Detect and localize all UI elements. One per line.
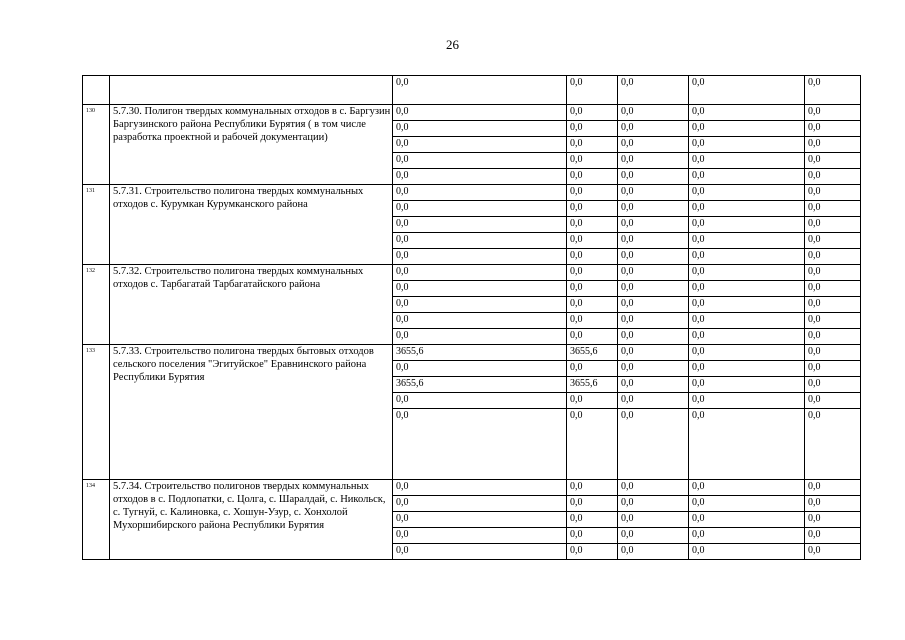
value-cell: 0,0 bbox=[618, 105, 689, 121]
value-cell: 0,0 bbox=[393, 105, 567, 121]
value-cell: 0,0 bbox=[393, 281, 567, 297]
value-cell: 0,0 bbox=[567, 137, 618, 153]
table-row bbox=[83, 185, 861, 201]
value-cell: 0,0 bbox=[393, 393, 567, 409]
value-cell: 0,0 bbox=[567, 480, 618, 496]
value-cell: 0,0 bbox=[805, 512, 861, 528]
value-cell: 0,0 bbox=[618, 313, 689, 329]
value-cell: 0,0 bbox=[805, 281, 861, 297]
value-cell: 0,0 bbox=[805, 345, 861, 361]
value-cell: 0,0 bbox=[393, 217, 567, 233]
value-cell: 0,0 bbox=[618, 281, 689, 297]
value-cell: 0,0 bbox=[805, 217, 861, 233]
value-cell: 0,0 bbox=[805, 201, 861, 217]
value-cell: 0,0 bbox=[393, 265, 567, 281]
value-cell: 0,0 bbox=[393, 121, 567, 137]
value-cell: 0,0 bbox=[393, 233, 567, 249]
value-cell: 0,0 bbox=[805, 528, 861, 544]
value-cell: 0,0 bbox=[618, 185, 689, 201]
value-cell: 0,0 bbox=[805, 153, 861, 169]
value-cell: 3655,6 bbox=[393, 377, 567, 393]
value-cell: 0,0 bbox=[689, 169, 805, 185]
value-cell: 0,0 bbox=[567, 249, 618, 265]
value-cell: 0,0 bbox=[689, 313, 805, 329]
value-cell: 0,0 bbox=[567, 361, 618, 377]
value-cell: 0,0 bbox=[618, 201, 689, 217]
budget-table bbox=[82, 75, 861, 560]
value-cell: 0,0 bbox=[618, 512, 689, 528]
value-cell: 0,0 bbox=[689, 297, 805, 313]
row-number-cell: 130 bbox=[83, 105, 110, 185]
value-cell: 0,0 bbox=[618, 496, 689, 512]
value-cell: 0,0 bbox=[805, 297, 861, 313]
value-cell: 0,0 bbox=[805, 329, 861, 345]
value-cell: 0,0 bbox=[805, 249, 861, 265]
table-row bbox=[83, 105, 861, 121]
value-cell: 0,0 bbox=[805, 185, 861, 201]
value-cell: 0,0 bbox=[689, 480, 805, 496]
value-cell: 0,0 bbox=[393, 480, 567, 496]
value-cell: 0,0 bbox=[393, 201, 567, 217]
value-cell: 0,0 bbox=[393, 512, 567, 528]
value-cell: 0,0 bbox=[618, 137, 689, 153]
value-cell: 0,0 bbox=[689, 528, 805, 544]
value-cell: 0,0 bbox=[393, 185, 567, 201]
value-cell: 0,0 bbox=[618, 76, 689, 105]
table-row bbox=[83, 265, 861, 281]
value-cell: 0,0 bbox=[567, 544, 618, 560]
value-cell: 0,0 bbox=[567, 281, 618, 297]
value-cell: 0,0 bbox=[689, 345, 805, 361]
value-cell: 0,0 bbox=[689, 105, 805, 121]
value-cell: 0,0 bbox=[618, 153, 689, 169]
value-cell: 0,0 bbox=[805, 137, 861, 153]
value-cell: 0,0 bbox=[393, 528, 567, 544]
value-cell: 0,0 bbox=[618, 480, 689, 496]
value-cell: 0,0 bbox=[805, 313, 861, 329]
table-row bbox=[83, 76, 861, 105]
row-number-cell bbox=[83, 76, 110, 105]
value-cell: 0,0 bbox=[689, 329, 805, 345]
value-cell: 0,0 bbox=[689, 201, 805, 217]
value-cell: 3655,6 bbox=[567, 377, 618, 393]
value-cell: 0,0 bbox=[689, 544, 805, 560]
value-cell: 0,0 bbox=[393, 329, 567, 345]
value-cell: 0,0 bbox=[618, 345, 689, 361]
value-cell: 0,0 bbox=[567, 201, 618, 217]
description-cell: 5.7.34. Строительство полигонов твердых коммунальных отходов в с. Подлопатки, с. Цолга, с. Шаралдай, с. Никольск, с. Тугнуй, с. Калиновка, с. Хошун-Узур, с. Хонхолой Мухоршибирского района Республики Бурятия bbox=[110, 480, 393, 560]
value-cell: 0,0 bbox=[567, 297, 618, 313]
value-cell: 0,0 bbox=[689, 393, 805, 409]
value-cell: 0,0 bbox=[567, 313, 618, 329]
value-cell: 0,0 bbox=[805, 265, 861, 281]
value-cell: 0,0 bbox=[689, 153, 805, 169]
value-cell: 0,0 bbox=[689, 496, 805, 512]
value-cell: 0,0 bbox=[567, 512, 618, 528]
value-cell: 0,0 bbox=[618, 297, 689, 313]
value-cell: 0,0 bbox=[567, 169, 618, 185]
description-cell: 5.7.31. Строительство полигона твердых коммунальных отходов с. Курумкан Курумканского района bbox=[110, 185, 393, 265]
value-cell: 0,0 bbox=[567, 329, 618, 345]
value-cell: 0,0 bbox=[689, 249, 805, 265]
value-cell: 0,0 bbox=[393, 409, 567, 480]
value-cell: 0,0 bbox=[805, 233, 861, 249]
value-cell: 0,0 bbox=[393, 361, 567, 377]
row-number-cell: 133 bbox=[83, 345, 110, 480]
value-cell: 3655,6 bbox=[393, 345, 567, 361]
value-cell: 0,0 bbox=[567, 496, 618, 512]
value-cell: 0,0 bbox=[689, 76, 805, 105]
value-cell: 0,0 bbox=[618, 233, 689, 249]
value-cell: 0,0 bbox=[393, 313, 567, 329]
value-cell: 0,0 bbox=[618, 528, 689, 544]
value-cell: 0,0 bbox=[567, 185, 618, 201]
value-cell: 0,0 bbox=[805, 105, 861, 121]
description-cell: 5.7.30. Полигон твердых коммунальных отходов в с. Баргузин Баргузинского района Республики Бурятия ( в том числе разработка проектной и рабочей документации) bbox=[110, 105, 393, 185]
row-number-cell: 134 bbox=[83, 480, 110, 560]
value-cell: 0,0 bbox=[618, 249, 689, 265]
value-cell: 0,0 bbox=[689, 265, 805, 281]
value-cell: 0,0 bbox=[567, 233, 618, 249]
value-cell: 0,0 bbox=[689, 137, 805, 153]
value-cell: 0,0 bbox=[689, 377, 805, 393]
value-cell: 0,0 bbox=[567, 76, 618, 105]
table-row bbox=[83, 480, 861, 496]
page-number: 26 bbox=[446, 37, 459, 52]
row-number-cell: 132 bbox=[83, 265, 110, 345]
value-cell: 0,0 bbox=[618, 544, 689, 560]
value-cell: 0,0 bbox=[689, 361, 805, 377]
value-cell: 0,0 bbox=[567, 409, 618, 480]
value-cell: 0,0 bbox=[618, 329, 689, 345]
value-cell: 0,0 bbox=[618, 393, 689, 409]
value-cell: 0,0 bbox=[393, 169, 567, 185]
value-cell: 0,0 bbox=[393, 137, 567, 153]
value-cell: 0,0 bbox=[618, 409, 689, 480]
value-cell: 0,0 bbox=[689, 512, 805, 528]
value-cell: 0,0 bbox=[618, 361, 689, 377]
value-cell: 0,0 bbox=[567, 217, 618, 233]
value-cell: 0,0 bbox=[805, 544, 861, 560]
value-cell: 0,0 bbox=[567, 153, 618, 169]
value-cell: 0,0 bbox=[567, 265, 618, 281]
table-row bbox=[83, 345, 861, 361]
value-cell: 3655,6 bbox=[567, 345, 618, 361]
value-cell: 0,0 bbox=[393, 544, 567, 560]
value-cell: 0,0 bbox=[805, 361, 861, 377]
value-cell: 0,0 bbox=[689, 281, 805, 297]
description-cell bbox=[110, 76, 393, 105]
value-cell: 0,0 bbox=[393, 249, 567, 265]
table-body bbox=[83, 76, 861, 560]
value-cell: 0,0 bbox=[567, 393, 618, 409]
value-cell: 0,0 bbox=[689, 185, 805, 201]
value-cell: 0,0 bbox=[618, 217, 689, 233]
value-cell: 0,0 bbox=[393, 76, 567, 105]
description-cell: 5.7.33. Строительство полигона твердых бытовых отходов сельского поселения "Эгитуйское" Еравнинского района Республики Бурятия bbox=[110, 345, 393, 480]
value-cell: 0,0 bbox=[393, 153, 567, 169]
value-cell: 0,0 bbox=[618, 169, 689, 185]
value-cell: 0,0 bbox=[805, 76, 861, 105]
value-cell: 0,0 bbox=[567, 121, 618, 137]
value-cell: 0,0 bbox=[393, 496, 567, 512]
value-cell: 0,0 bbox=[393, 297, 567, 313]
value-cell: 0,0 bbox=[618, 121, 689, 137]
value-cell: 0,0 bbox=[805, 121, 861, 137]
value-cell: 0,0 bbox=[805, 409, 861, 480]
value-cell: 0,0 bbox=[805, 169, 861, 185]
value-cell: 0,0 bbox=[567, 528, 618, 544]
value-cell: 0,0 bbox=[618, 377, 689, 393]
description-cell: 5.7.32. Строительство полигона твердых коммунальных отходов с. Тарбагатай Тарбагатайского района bbox=[110, 265, 393, 345]
value-cell: 0,0 bbox=[689, 409, 805, 480]
value-cell: 0,0 bbox=[805, 377, 861, 393]
value-cell: 0,0 bbox=[805, 480, 861, 496]
value-cell: 0,0 bbox=[805, 393, 861, 409]
value-cell: 0,0 bbox=[689, 121, 805, 137]
value-cell: 0,0 bbox=[689, 217, 805, 233]
value-cell: 0,0 bbox=[689, 233, 805, 249]
row-number-cell: 131 bbox=[83, 185, 110, 265]
value-cell: 0,0 bbox=[805, 496, 861, 512]
value-cell: 0,0 bbox=[567, 105, 618, 121]
value-cell: 0,0 bbox=[618, 265, 689, 281]
